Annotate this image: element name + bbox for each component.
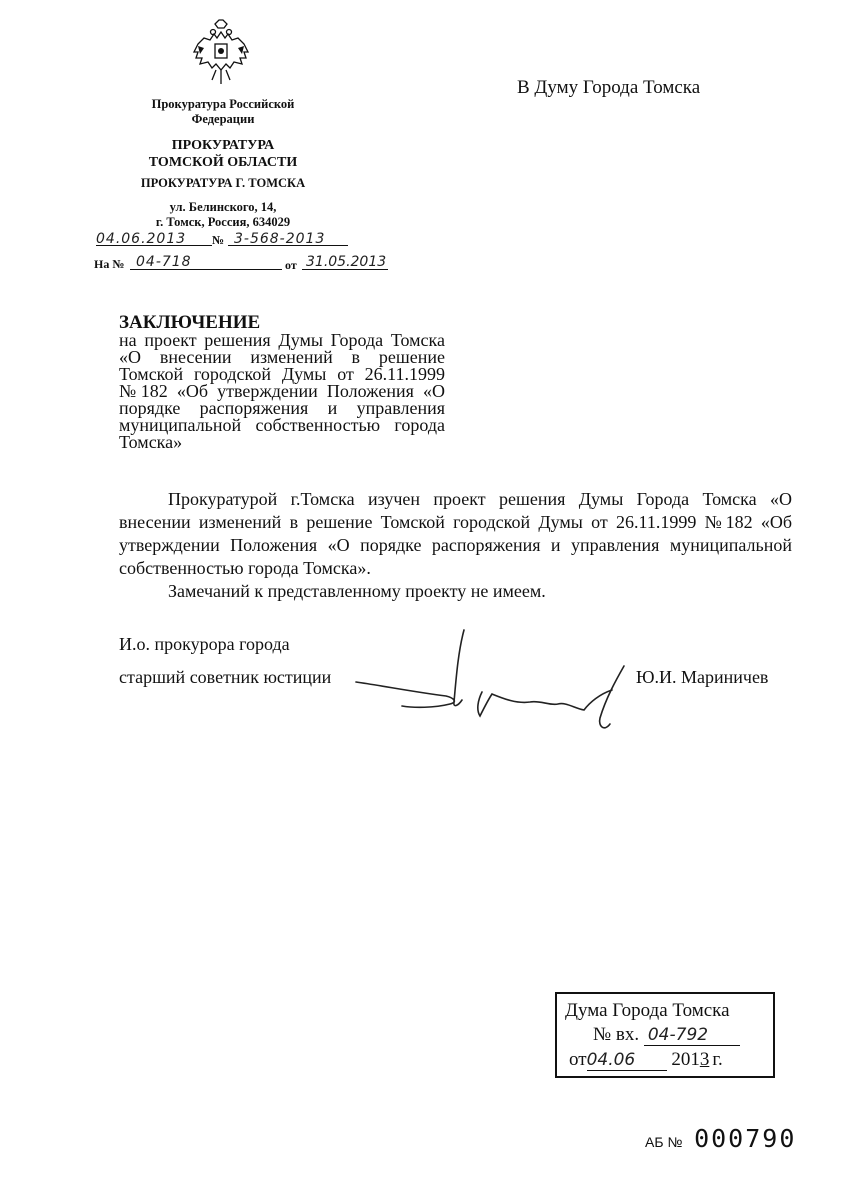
letterhead-address: [110, 200, 336, 230]
document-title: ЗАКЛЮЧЕНИЕ: [119, 312, 261, 333]
reply-number: 04-718: [136, 254, 192, 270]
letterhead-line-1: Прокуратура Российской: [151, 97, 295, 111]
stamp-number: 04-792: [644, 1025, 740, 1046]
outgoing-number-label: №: [212, 233, 225, 247]
stamp-year-prefix: 201: [671, 1049, 700, 1070]
stamp-date: 04.06: [587, 1050, 667, 1071]
stamp-number-label: № вх.: [593, 1024, 640, 1045]
serial-prefix: АБ №: [645, 1134, 683, 1150]
recipient: В Думу Города Томска: [517, 77, 701, 98]
signatory-name: Ю.И. Мариничев: [636, 667, 769, 687]
incoming-registration-stamp: [555, 992, 775, 1078]
signatory-position-2: старший советник юстиции: [119, 667, 332, 687]
outgoing-date: 04.06.2013: [96, 231, 187, 247]
document-body: [119, 488, 792, 603]
reply-number-field: [130, 253, 282, 270]
handwritten-signature-icon: [354, 622, 630, 740]
stamp-year-digit: 3: [699, 1049, 710, 1070]
letterhead-line-3: ПРОКУРАТУРА: [171, 138, 275, 153]
outgoing-number: 3-568-2013: [234, 231, 326, 247]
stamp-org-name: Дума Города Томска: [565, 1000, 730, 1021]
form-serial-number: [645, 1124, 796, 1153]
letterhead-org-name: [110, 97, 336, 127]
reply-date: 31.05.2013: [306, 254, 387, 270]
reply-label: На №: [94, 257, 125, 271]
stamp-date-row: [569, 1047, 723, 1073]
outgoing-number-field: [228, 230, 348, 246]
document-subject: на проект решения Думы Города Томска «О внесении изменений в решение Томской городской Думы от 26.11.1999 №182 «Об утверждении Положения «О порядке распоряжения и управления муниципальной собственностью города Томска»: [119, 330, 445, 452]
outgoing-date-field: [96, 230, 212, 246]
coat-of-arms-icon: [186, 18, 256, 90]
letterhead-line-2: Федерации: [191, 112, 255, 126]
letterhead-line-4: ТОМСКОЙ ОБЛАСТИ: [148, 155, 298, 170]
stamp-date-label: от: [569, 1049, 587, 1070]
signatory-position-1: И.о. прокурора города: [119, 634, 290, 654]
address-city: г. Томск, Россия, 634029: [155, 215, 291, 229]
letterhead-city-office: ПРОКУРАТУРА Г. ТОМСКА: [140, 176, 306, 190]
stamp-year-suffix: г.: [712, 1049, 723, 1070]
serial-number: 000790: [694, 1124, 797, 1153]
body-paragraph-2: Замечаний к представленному проекту не имеем.: [168, 581, 546, 601]
reply-from-label: от: [285, 258, 297, 272]
reply-date-field: [302, 253, 388, 270]
stamp-number-row: [593, 1022, 740, 1048]
address-street: ул. Белинского, 14,: [169, 200, 277, 214]
letterhead-regional-office: [110, 137, 336, 171]
body-paragraph-1: Прокуратурой г.Томска изучен проект решения Думы Города Томска «О внесении изменений в решение Томской городской Думы от 26.11.1999 №182 «Об утверждении Положения «О порядке распоряжения и управления муниципальной собственностью города Томска».: [119, 489, 792, 578]
